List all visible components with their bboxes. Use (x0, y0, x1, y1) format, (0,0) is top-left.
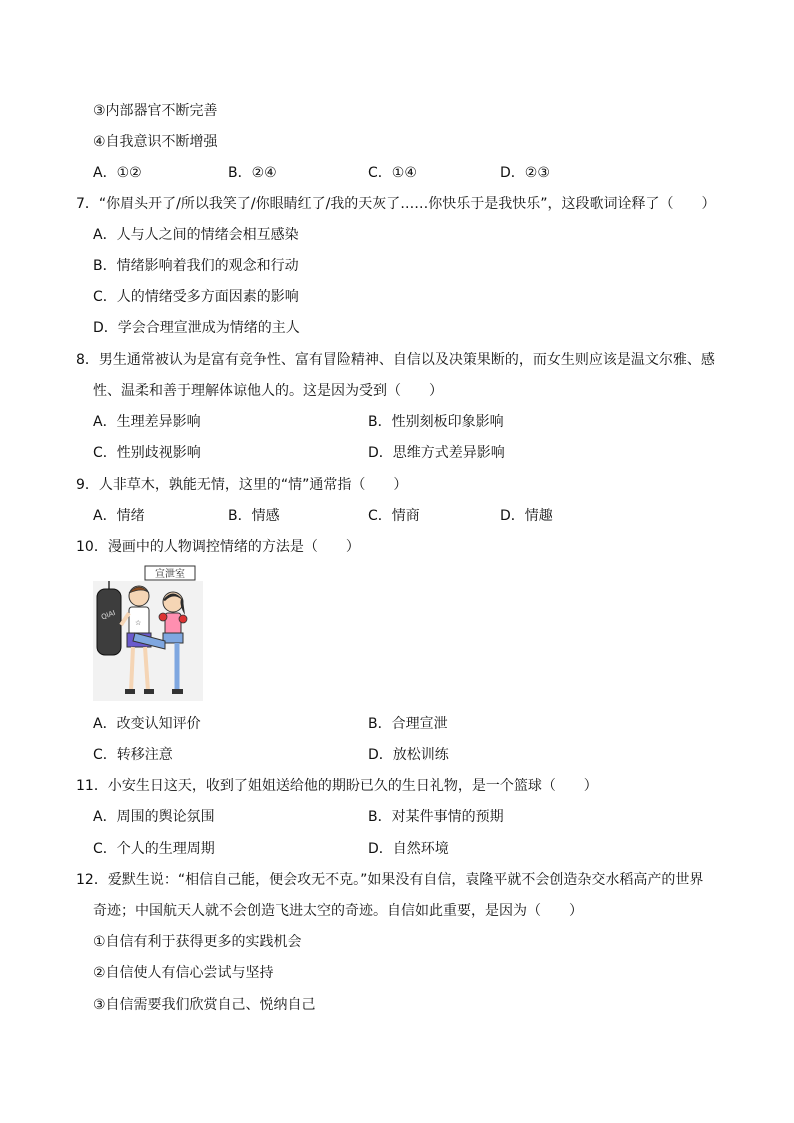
q7-option-a: A．人与人之间的情绪会相互感染 (93, 227, 299, 243)
q9-option-a: A．情绪 (93, 508, 145, 524)
q11-stem: 11．小安生日这天，收到了姐姐送给他的期盼已久的生日礼物，是一个篮球（ ） (76, 778, 598, 794)
cartoon-sign-text: 宣泄室 (155, 569, 185, 580)
q10-option-a: A．改变认知评价 (93, 716, 201, 732)
q9-stem: 9．人非草木，孰能无情，这里的“情”通常指（ ） (76, 477, 408, 493)
q10-stem: 10．漫画中的人物调控情绪的方法是（ ） (76, 539, 360, 555)
q8-stem-line2: 性、温柔和善于理解体谅他人的。这是因为受到（ ） (93, 383, 443, 399)
q12-stem-line2: 奇迹；中国航天人就不会创造飞进太空的奇迹。自信如此重要，是因为（ ） (93, 903, 583, 919)
q6-option-d: D．②③ (500, 165, 550, 181)
q6-statement-4: ④自我意识不断增强 (93, 134, 218, 150)
q6-statement-3: ③内部器官不断完善 (93, 103, 218, 119)
q11-option-d: D．自然环境 (368, 841, 449, 857)
q12-statement-1: ①自信有利于获得更多的实践机会 (93, 934, 302, 950)
q10-option-b: B．合理宣泄 (368, 716, 448, 732)
q11-option-b: B．对某件事情的预期 (368, 809, 504, 825)
q8-option-c: C．性别歧视影响 (93, 445, 201, 461)
q7-option-c: C．人的情绪受多方面因素的影响 (93, 289, 299, 305)
q9-option-b: B．情感 (228, 508, 280, 524)
q12-stem-line1: 12．爱默生说：“相信自己能，便会攻无不克。”如果没有自信，袁隆平就不会创造杂交水稻高产的世界 (76, 872, 704, 888)
q6-option-b: B．②④ (228, 165, 277, 181)
q8-stem-line1: 8．男生通常被认为是富有竞争性、富有冒险精神、自信以及决策果断的，而女生则应该是温文尔雅、感 (76, 352, 715, 368)
q6-option-a: A．①② (93, 165, 142, 181)
q12-statement-2: ②自信使人有信心尝试与坚持 (93, 965, 274, 981)
q7-option-d: D．学会合理宣泄成为情绪的主人 (93, 320, 300, 336)
q9-option-c: C．情商 (368, 508, 420, 524)
q10-option-c: C．转移注意 (93, 747, 173, 763)
q6-option-c: C．①④ (368, 165, 417, 181)
q7-option-b: B．情绪影响着我们的观念和行动 (93, 258, 299, 274)
venting-room-cartoon (93, 565, 203, 701)
svg-text:☆: ☆ (135, 619, 142, 627)
q11-option-c: C．个人的生理周期 (93, 841, 215, 857)
punching-bag-text: QIAI (100, 608, 117, 622)
q9-option-d: D．情趣 (500, 508, 553, 524)
q7-stem: 7．“你眉头开了/所以我笑了/你眼睛红了/我的天灰了……你快乐于是我快乐”，这段歌词诠释了（ ） (76, 196, 716, 212)
q8-option-d: D．思维方式差异影响 (368, 445, 505, 461)
q10-option-d: D．放松训练 (368, 747, 449, 763)
q11-option-a: A．周围的舆论氛围 (93, 809, 215, 825)
q8-option-a: A．生理差异影响 (93, 414, 201, 430)
q8-option-b: B．性别刻板印象影响 (368, 414, 504, 430)
q12-statement-3: ③自信需要我们欣赏自己、悦纳自己 (93, 997, 316, 1013)
